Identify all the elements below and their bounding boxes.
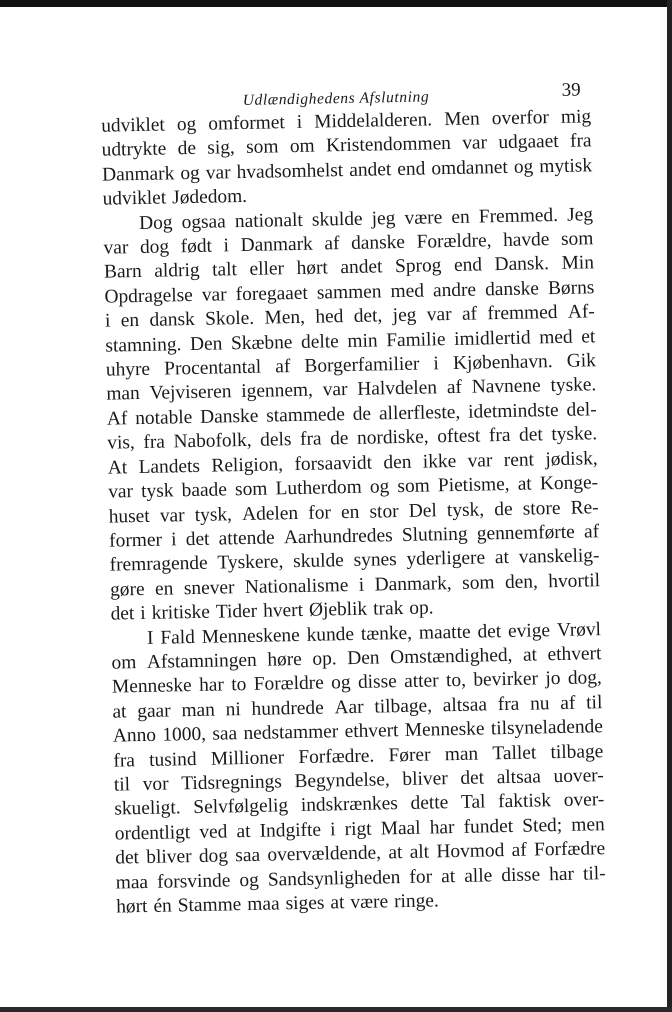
- text-line: fra tusind Millioner Forfædre. Fører man Tallet tilbage: [113, 740, 604, 772]
- page-number: 39: [561, 79, 581, 101]
- text-line: gøre en snever Nationalisme i Danmark, som den, hvortil: [109, 569, 601, 601]
- text-line: Dog ogsaa nationalt skulde jeg være en Fremmed. Jeg: [138, 203, 594, 234]
- text-line: ordentligt ved at Indgifte i rigt Maal har fundet Sted; men: [114, 813, 605, 845]
- text-line: vis, fra Nabofolk, dels fra de nordiske, oftest fra det tyske.: [107, 423, 598, 454]
- text-line: Af notable Danske stammede de allerfleste, idetmindste del-: [106, 399, 597, 430]
- scan-edge-right: [667, 0, 672, 1012]
- text-line: Danmark og var hvadsomhelst andet end omdannet og mytisk: [101, 155, 593, 186]
- text-line: Opdragelse var foregaaet sammen med andre danske Børns: [104, 277, 595, 308]
- text-line: udviklet og omformet i Middelalderen. Men overfor mig: [101, 106, 592, 137]
- text-line: det i kritiske Tider hvert Øjeblik trak op.: [110, 597, 434, 625]
- scan-edge-top: [0, 0, 672, 7]
- text-line: at gaar man ni hundrede Aar tilbage, altsaa fra nu af til: [112, 691, 603, 723]
- text-line: i en dansk Skole. Men, hed det, jeg var af fremmed Af-: [104, 301, 595, 332]
- text-line: maa forsvinde og Sandsynligheden for at alle disse har til-: [115, 862, 606, 894]
- text-line: om Afstamningen høre op. Den Omstændighed, at ethvert: [111, 643, 602, 674]
- text-line: Menneske har to Forældre og disse atter to, bevirker jo dog,: [111, 667, 602, 698]
- text-line: Barn aldrig talt eller hørt andet Sprog end Dansk. Min: [103, 252, 595, 284]
- text-line: skueligt. Selvfølgelig indskrænkes dette Tal faktisk over-: [114, 789, 605, 820]
- text-line: Anno 1000, saa nedstammer ethvert Menneske tilsyneladende: [112, 716, 604, 747]
- text-line: til vor Tidsregnings Begyndelse, bliver det altsaa uover-: [113, 765, 604, 796]
- text-line: udtrykte de sig, som om Kristendommen var udgaaet fra: [101, 130, 592, 162]
- page-header: [100, 55, 591, 114]
- text-line: stamning. Den Skæbne delte min Familie imidlertid med et: [105, 325, 596, 357]
- text-line: I Fald Menneskene kunde tænke, maatte det evige Vrøvl: [146, 618, 602, 649]
- text-line: At Landets Religion, forsaavidt den ikke var rent jødisk,: [107, 447, 598, 479]
- text-line: det bliver dog saa overvældende, at alt Hovmod af Forfædre: [115, 838, 606, 869]
- book-page: [100, 55, 606, 920]
- scan-edge-bottom: [0, 1007, 672, 1012]
- text-line: huset var tysk, Adelen for en stor Del tysk, de store Re-: [108, 496, 599, 528]
- text-line: uhyre Procentantal af Borgerfamilier i Kjøbenhavn. Gik: [105, 350, 597, 381]
- text-line: man Vejviseren igennem, var Halvdelen af Navnene tyske.: [106, 374, 597, 406]
- running-title: Udlændighedens Afslutning: [242, 88, 430, 109]
- text-line: var tysk baade som Lutherdom og som Pietisme, at Konge-: [108, 472, 599, 503]
- text-line: var dog født i Danmark af danske Forældre, havde som: [103, 228, 594, 259]
- text-line: hørt én Stamme maa siges at være ringe.: [116, 890, 439, 918]
- body-text: [101, 105, 606, 920]
- text-line: former i det attende Aarhundredes Slutning gennemførte af: [108, 521, 600, 552]
- text-line: udviklet Jødedom.: [102, 186, 248, 210]
- text-line: fremragende Tyskere, skulde synes yderligere at vanskelig-: [109, 545, 600, 576]
